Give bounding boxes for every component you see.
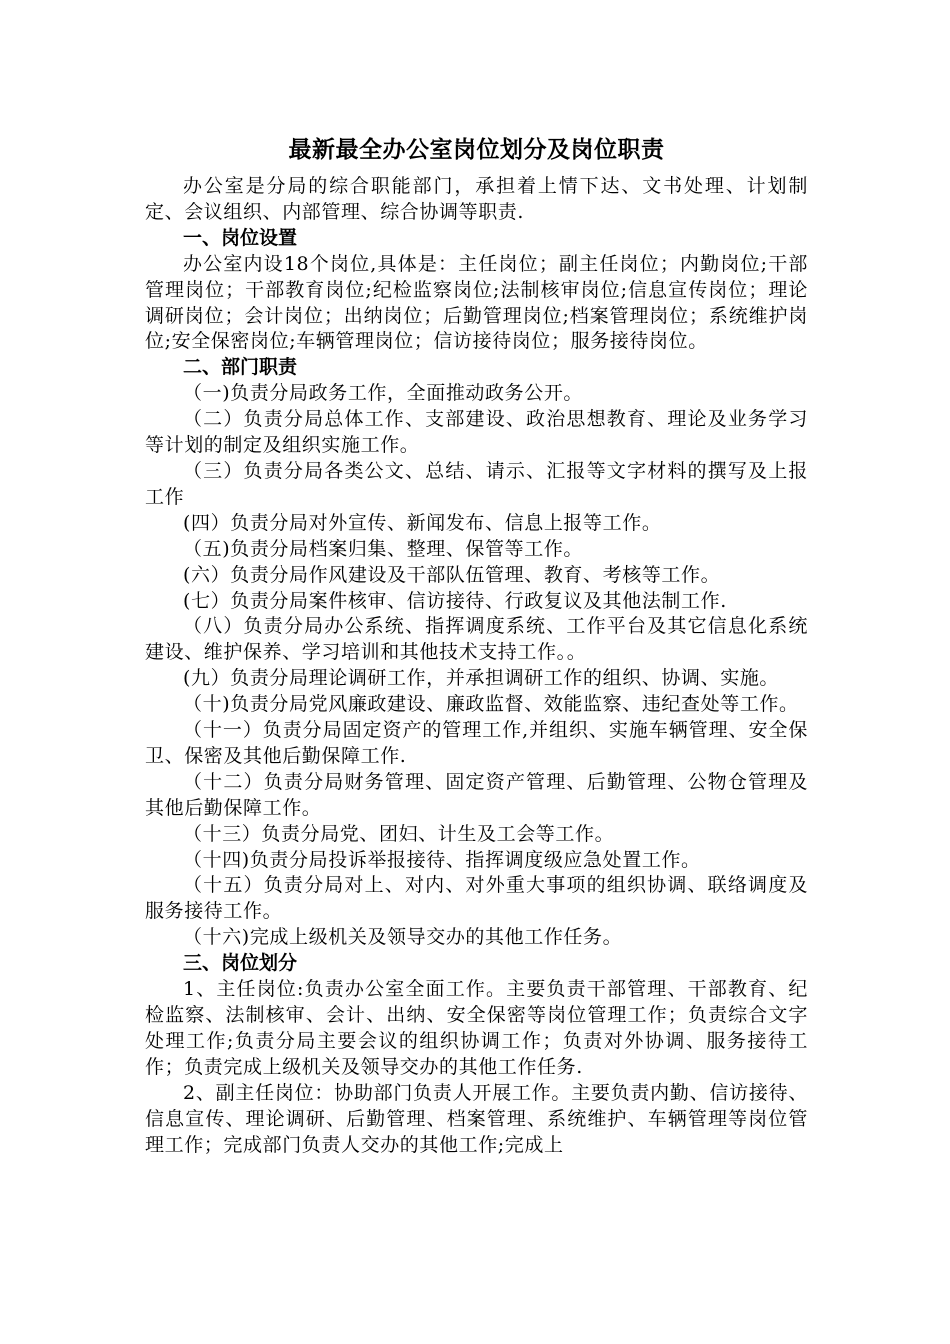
duty-item-12: （十二）负责分局财务管理、固定资产管理、后勤管理、公物仓管理及其他后勤保障工作。 bbox=[145, 770, 808, 819]
duty-item-10: （十)负责分局党风廉政建设、廉政监督、效能监察、违纪查处等工作。 bbox=[183, 693, 799, 716]
duty-item-15: （十五）负责分局对上、对内、对外重大事项的组织协调、联络调度及服务接待工作。 bbox=[145, 874, 808, 923]
section-heading-division: 三、岗位划分 bbox=[183, 952, 298, 975]
duty-item-5: （五)负责分局档案归集、整理、保管等工作。 bbox=[183, 537, 584, 560]
duty-item-14: （十四)负责分局投诉举报接待、指挥调度级应急处置工作。 bbox=[183, 848, 701, 871]
duty-item-8: （八）负责分局办公系统、指挥调度系统、工作平台及其它信息化系统建设、维护保养、学习培训和其他技术支持工作。。 bbox=[145, 615, 808, 664]
duty-item-13: （十三）负责分局党、团妇、计生及工会等工作。 bbox=[183, 822, 615, 845]
duty-item-6: (六）负责分局作风建设及干部队伍管理、教育、考核等工作。 bbox=[183, 563, 721, 586]
division-item-deputy-director: 2、副主任岗位：协助部门负责人开展工作。主要负责内勤、信访接待、信息宣传、理论调研、后勤管理、档案管理、系统维护、车辆管理等岗位管理工作；完成部门负责人交办的其他工作;完成上 bbox=[145, 1081, 808, 1156]
section-heading-duties: 二、部门职责 bbox=[183, 356, 298, 379]
duty-item-2: （二）负责分局总体工作、支部建设、政治思想教育、理论及业务学习等计划的制定及组织实施工作。 bbox=[145, 408, 808, 457]
intro-paragraph: 办公室是分局的综合职能部门，承担着上情下达、文书处理、计划制定、会议组织、内部管理、综合协调等职责. bbox=[145, 175, 808, 223]
document-title: 最新最全办公室岗位划分及岗位职责 bbox=[288, 137, 665, 163]
division-item-director: 1、主任岗位:负责办公室全面工作。主要负责干部管理、干部教育、纪检监察、法制核审、会计、出纳、安全保密等岗位管理工作；负责综合文字处理工作;负责分局主要会议的组织协调工作；负责对外协调、服务接待工作；负责完成上级机关及领导交办的其他工作任务. bbox=[145, 978, 808, 1078]
positions-paragraph: 办公室内设18个岗位,具体是：主任岗位；副主任岗位；内勤岗位;干部管理岗位；干部教育岗位;纪检监察岗位;法制核审岗位;信息宣传岗位；理论调研岗位；会计岗位；出纳岗位；后勤管理岗位;档案管理岗位；系统维护岗位;安全保密岗位;车辆管理岗位；信访接待岗位；服务接待岗位。 bbox=[145, 252, 808, 353]
document-page bbox=[145, 132, 808, 1158]
duty-item-9: (九）负责分局理论调研工作，并承担调研工作的组织、协调、实施。 bbox=[183, 667, 780, 690]
duty-item-11: （十一）负责分局固定资产的管理工作,并组织、实施车辆管理、安全保卫、保密及其他后勤保障工作. bbox=[145, 719, 808, 767]
duty-item-1: （一)负责分局政务工作，全面推动政务公开。 bbox=[183, 382, 584, 405]
duty-item-7: (七）负责分局案件核审、信访接待、行政复议及其他法制工作. bbox=[183, 589, 727, 612]
duty-item-4: (四）负责分局对外宣传、新闻发布、信息上报等工作。 bbox=[183, 511, 662, 534]
duty-item-16: （十六)完成上级机关及领导交办的其他工作任务。 bbox=[183, 926, 623, 949]
duty-item-3: （三）负责分局各类公文、总结、请示、汇报等文字材料的撰写及上报工作 bbox=[145, 459, 808, 508]
section-heading-positions: 一、岗位设置 bbox=[183, 226, 298, 249]
